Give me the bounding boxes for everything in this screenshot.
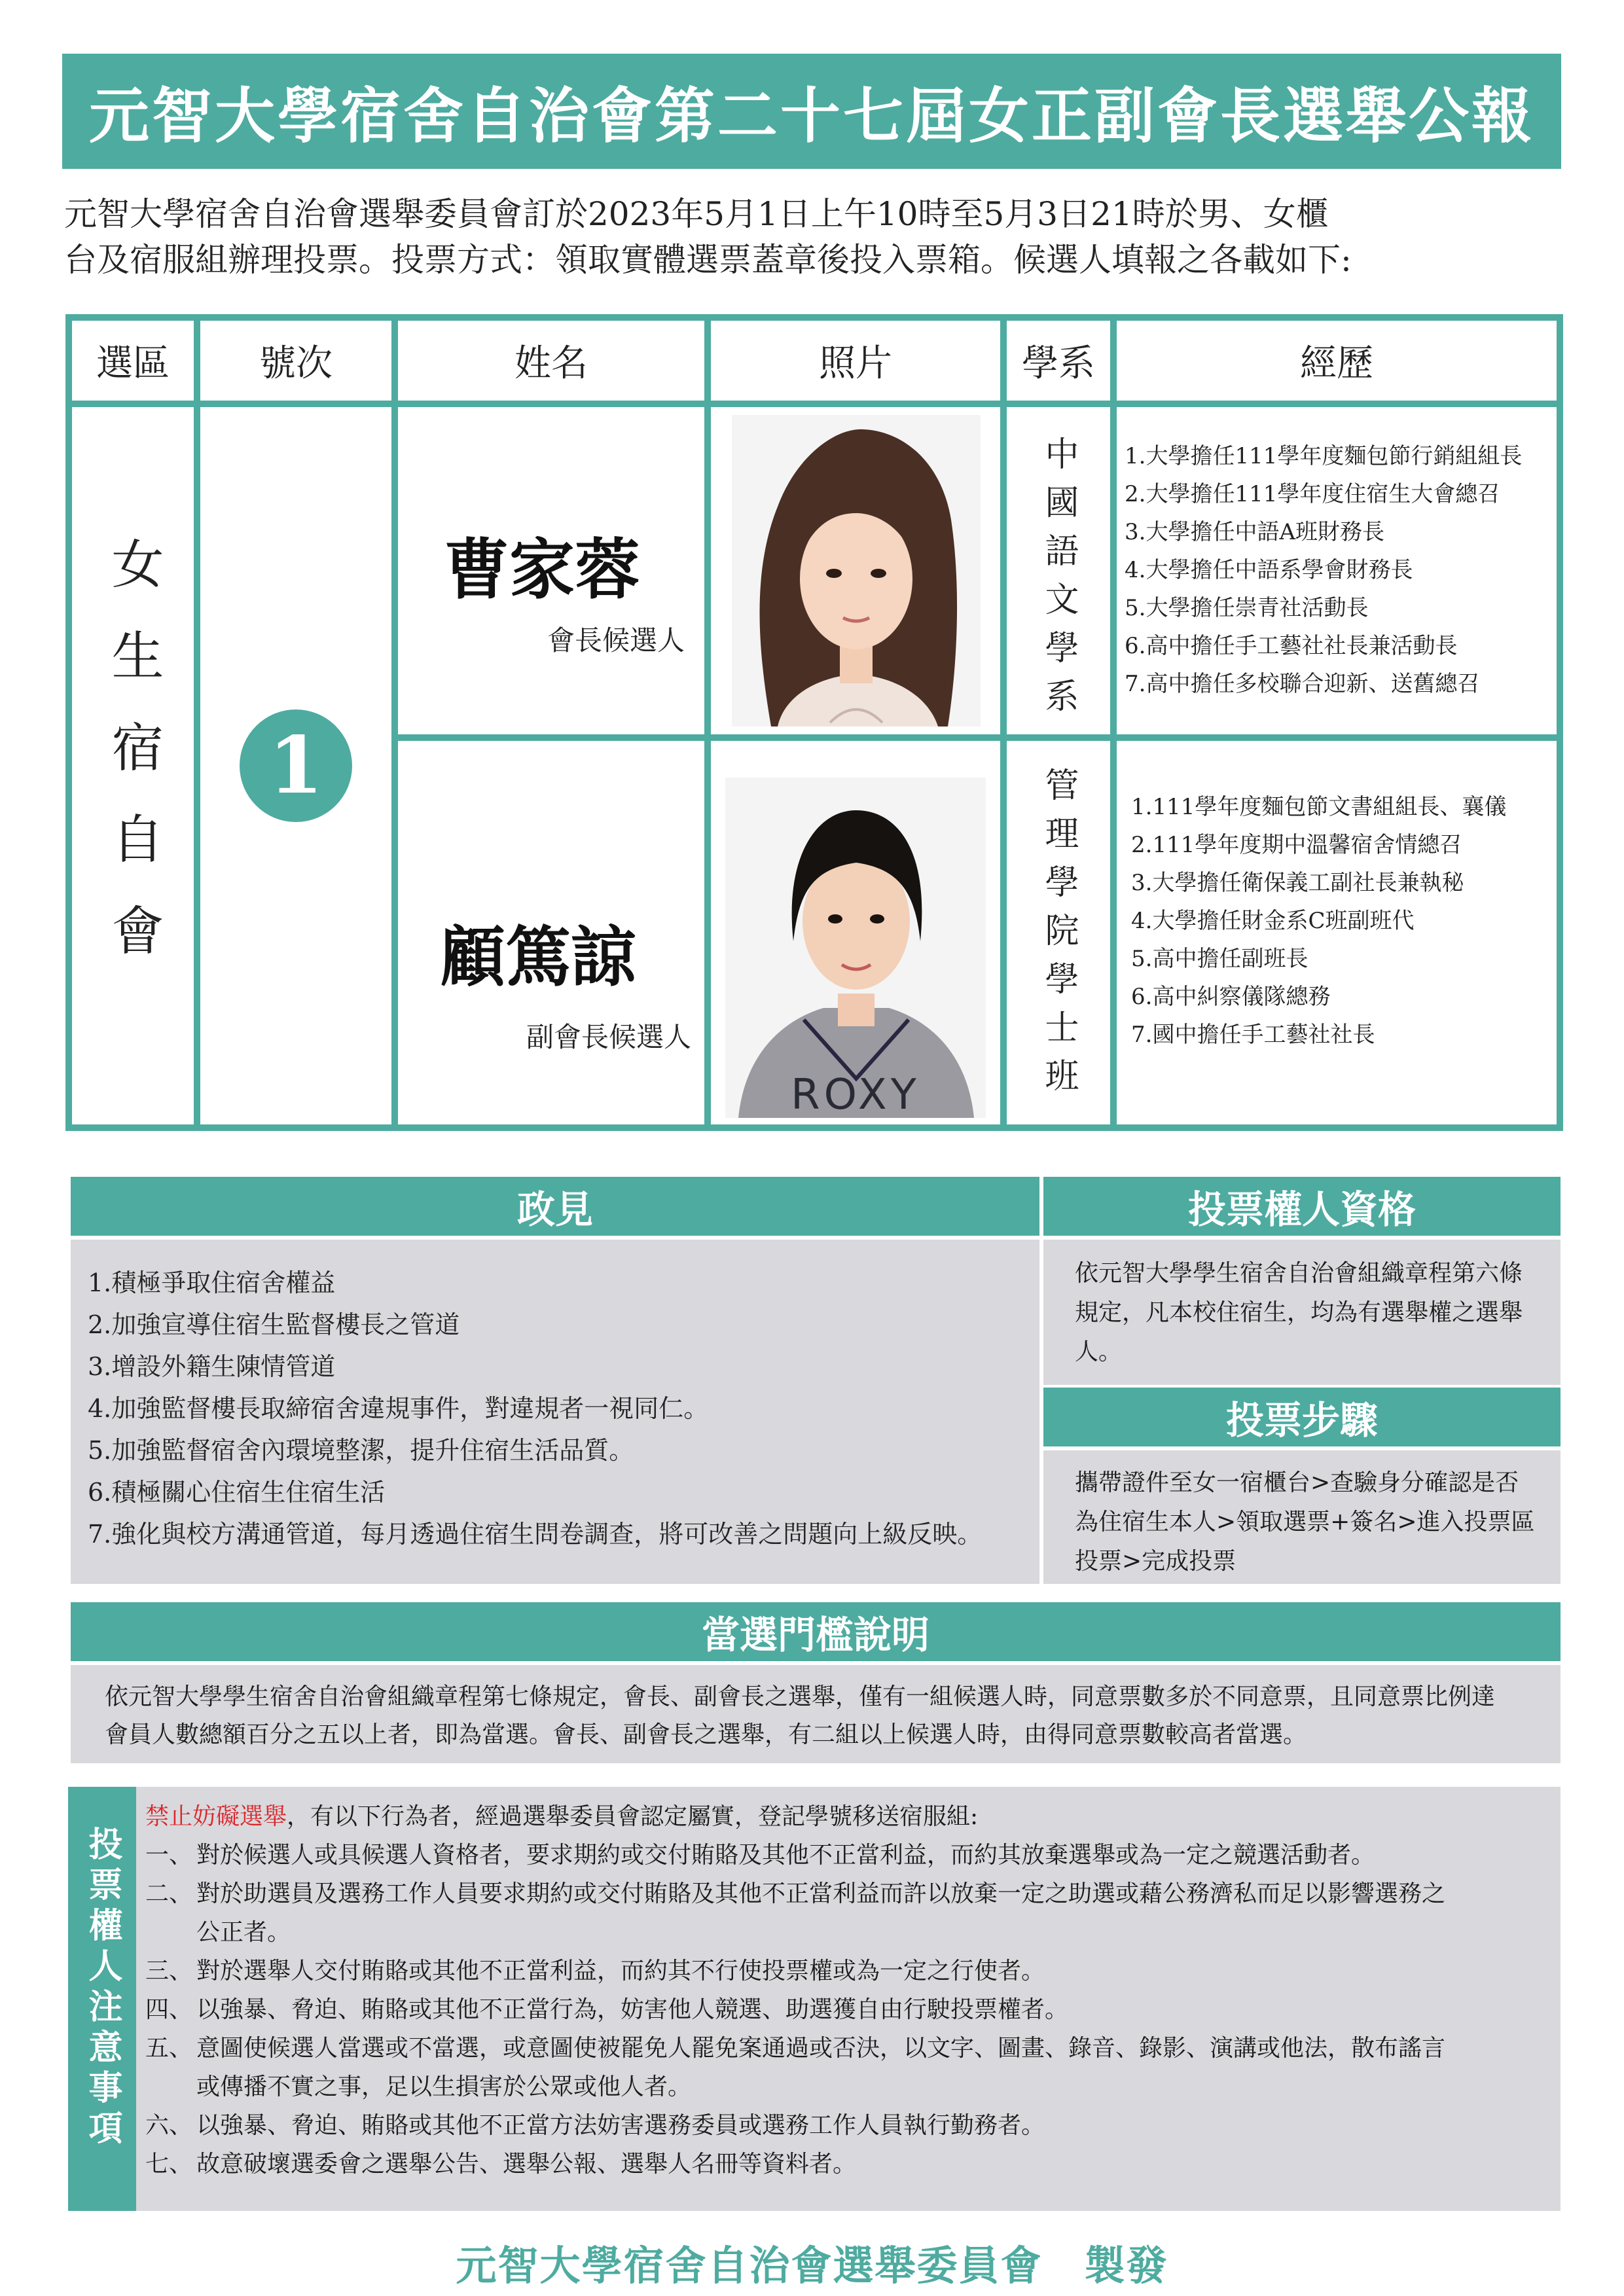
list-item: 4.加強監督樓長取締宿舍違規事件，對違規者一視同仁。 xyxy=(88,1394,709,1423)
notice-line: 意圖使候選人當選或不當選，或意圖使被罷免人罷免案通過或否決，以文字、圖畫、錄音、錄影、演講或他法，散布謠言 xyxy=(196,2035,1446,2062)
number-value: 1 xyxy=(268,719,323,812)
list-item: 4.大學擔任中語系學會財務長 xyxy=(1125,557,1413,583)
list-item: 5.高中擔任副班長 xyxy=(1131,946,1308,972)
list-item: 3.大學擔任衛保義工副社長兼執秘 xyxy=(1131,870,1464,896)
candidate-2-name-cell xyxy=(398,741,704,1124)
notice-side-label: 投票權人注意事項 xyxy=(82,1826,122,2151)
notice-num: 五、 xyxy=(145,2035,193,2062)
candidate-2-name: 顧篤諒 xyxy=(440,918,636,996)
notice-line: 對於選舉人交付賄賂或其他不正當利益，而約其不行使投票權或為一定之行使者。 xyxy=(196,1958,1045,1984)
threshold-line: 依元智大學學生宿舍自治會組織章程第七條規定，會長、副會長之選舉，僅有一組候選人時，同意票數多於不同意票，且同意票比例達 xyxy=(105,1683,1496,1710)
notice-num: 七、 xyxy=(145,2151,193,2178)
eligibility-box xyxy=(1043,1240,1561,1385)
header-number: 號次 xyxy=(200,321,391,401)
eligibility-line: 人。 xyxy=(1075,1338,1123,1365)
header-department: 學系 xyxy=(1007,321,1110,401)
list-item: 5.大學擔任崇青社活動長 xyxy=(1125,595,1369,621)
notice-line: 以強暴、脅迫、賄賂或其他不正當行為，妨害他人競選、助選獲自由行駛投票權者。 xyxy=(196,1996,1069,2023)
number-badge xyxy=(240,709,352,822)
notice-item xyxy=(145,2106,1561,2145)
candidate-table xyxy=(65,314,1563,1131)
notice-item xyxy=(145,2145,1561,2183)
notice-line: 或傳播不實之事，足以生損害於公眾或他人者。 xyxy=(196,2073,692,2100)
list-item: 6.高中糾察儀隊總務 xyxy=(1131,984,1331,1010)
list-item: 4.大學擔任財金系C班副班代 xyxy=(1131,908,1415,934)
notice-num: 二、 xyxy=(145,1880,193,1907)
eligibility-line: 依元智大學學生宿舍自治會組織章程第六條 xyxy=(1075,1260,1523,1287)
notice-item xyxy=(145,1836,1561,1874)
notice-line: 對於助選員及選務工作人員要求期約或交付賄賂及其他不正當利益而許以放棄一定之助選或藉公務濟私而足以影響選務之 xyxy=(196,1880,1446,1907)
candidate-2-department-cell xyxy=(1007,741,1110,1124)
candidate-1-photo xyxy=(732,415,981,726)
eligibility-heading: 投票權人資格 xyxy=(1043,1177,1561,1236)
notice-line: 以強暴、脅迫、賄賂或其他不正當方法妨害選務委員或選務工作人員執行勤務者。 xyxy=(196,2112,1045,2139)
list-item: 2.大學擔任111學年度住宿生大會總召 xyxy=(1125,481,1500,507)
candidate-1-photo-cell xyxy=(711,407,1000,734)
notice-side-label-bar xyxy=(68,1787,136,2211)
candidate-2-experience-list xyxy=(1131,788,1557,1054)
notice-lead xyxy=(145,1797,1561,1836)
district-cell xyxy=(72,407,194,1124)
threshold-line: 會員人數總額百分之五以上者，即為當選。會長、副會長之選舉，有二組以上候選人時，由得同意票數較高者當選。 xyxy=(105,1721,1307,1748)
header-district: 選區 xyxy=(72,321,194,401)
steps-heading: 投票步驟 xyxy=(1043,1388,1561,1446)
list-item: 7.高中擔任多校聯合迎新、送舊總召 xyxy=(1125,671,1480,697)
list-item: 2.加強宣導住宿生監督樓長之管道 xyxy=(88,1310,460,1339)
header-photo: 照片 xyxy=(711,321,1000,401)
candidate-1-role: 會長候選人 xyxy=(547,624,685,656)
title-banner xyxy=(62,54,1561,169)
candidate-1-department-cell xyxy=(1007,407,1110,734)
threshold-box xyxy=(71,1665,1561,1763)
notice-item xyxy=(145,1874,1561,1952)
list-item: 6.積極關心住宿生住宿生活 xyxy=(88,1478,386,1507)
list-item: 7.強化與校方溝通管道，每月透過住宿生問卷調查，將可改善之問題向上級反映。 xyxy=(88,1520,983,1549)
header-name: 姓名 xyxy=(398,321,704,401)
platform-box xyxy=(71,1240,1039,1584)
steps-line: 投票>完成投票 xyxy=(1075,1548,1236,1575)
list-item: 1.111學年度麵包節文書組組長、襄儀 xyxy=(1131,794,1507,820)
header-experience: 經歷 xyxy=(1117,321,1557,401)
notice-num: 四、 xyxy=(145,1996,193,2023)
platform-heading: 政見 xyxy=(71,1177,1039,1236)
candidate-1-experience-cell xyxy=(1117,407,1557,734)
candidate-2-experience-cell xyxy=(1117,741,1557,1124)
steps-line: 為住宿生本人>領取選票+簽名>進入投票區 xyxy=(1075,1509,1535,1535)
list-item: 6.高中擔任手工藝社社長兼活動長 xyxy=(1125,633,1458,659)
eligibility-line: 規定，凡本校住宿生，均為有選舉權之選舉 xyxy=(1075,1299,1523,1326)
notice-line: 故意破壞選委會之選舉公告、選舉公報、選舉人名冊等資料者。 xyxy=(196,2151,857,2178)
notice-box xyxy=(136,1787,1561,2211)
candidate-1-name: 曹家蓉 xyxy=(444,531,640,608)
candidate-1-name-cell xyxy=(398,407,704,734)
number-cell xyxy=(200,407,391,1124)
intro-text xyxy=(64,191,1563,283)
notice-lead-rest: ，有以下行為者，經過選舉委員會認定屬實，登記學號移送宿服組: xyxy=(287,1803,979,1830)
page-title: 元智大學宿舍自治會第二十七屆女正副會長選舉公報 xyxy=(88,81,1534,151)
notice-line: 對於候選人或具候選人資格者，要求期約或交付賄賂及其他不正當利益，而約其放棄選舉或為一定之競選活動者。 xyxy=(196,1842,1375,1869)
steps-line: 攜帶證件至女一宿櫃台>查驗身分確認是否 xyxy=(1075,1469,1519,1496)
platform-list xyxy=(88,1262,1039,1555)
notice-num: 六、 xyxy=(145,2112,193,2139)
candidate-1-department: 中國語文學系 xyxy=(1039,436,1078,726)
intro-line-2: 台及宿服組辦理投票。投票方式：領取實體選票蓋章後投入票箱。候選人填報之各載如下: xyxy=(64,241,1352,279)
candidate-2-role: 副會長候選人 xyxy=(526,1021,691,1053)
notice-num: 一、 xyxy=(145,1842,193,1869)
candidate-2-photo xyxy=(725,778,986,1118)
list-item: 2.111學年度期中溫馨宿舍情總召 xyxy=(1131,832,1462,858)
list-item: 3.大學擔任中語A班財務長 xyxy=(1125,519,1384,545)
notice-item xyxy=(145,2029,1561,2106)
list-item: 5.加強監督宿舍內環境整潔，提升住宿生活品質。 xyxy=(88,1436,634,1465)
footer-credit: 元智大學宿舍自治會選舉委員會 製發 xyxy=(456,2242,1168,2289)
list-item: 1.大學擔任111學年度麵包節行銷組組長 xyxy=(1125,443,1523,469)
list-item: 1.積極爭取住宿舍權益 xyxy=(88,1268,336,1297)
notice-line: 公正者。 xyxy=(196,1919,291,1946)
notice-lead-warning: 禁止妨礙選舉 xyxy=(145,1803,287,1830)
steps-box xyxy=(1043,1450,1561,1584)
notice-item xyxy=(145,1952,1561,1990)
candidate-2-photo-cell xyxy=(711,741,1000,1124)
shirt-text: ROXY xyxy=(791,1071,920,1119)
candidate-2-department: 管理學院學士班 xyxy=(1039,767,1078,1106)
notice-item xyxy=(145,1990,1561,2029)
notice-num: 三、 xyxy=(145,1958,193,1984)
candidate-1-experience-list xyxy=(1125,437,1557,703)
threshold-heading: 當選門檻說明 xyxy=(71,1602,1561,1661)
district-text: 女生宿自會 xyxy=(103,537,164,995)
intro-line-1: 元智大學宿舍自治會選舉委員會訂於2023年5月1日上午10時至5月3日21時於男、女櫃 xyxy=(64,195,1329,233)
list-item: 7.國中擔任手工藝社社長 xyxy=(1131,1022,1375,1048)
list-item: 3.增設外籍生陳情管道 xyxy=(88,1352,336,1381)
